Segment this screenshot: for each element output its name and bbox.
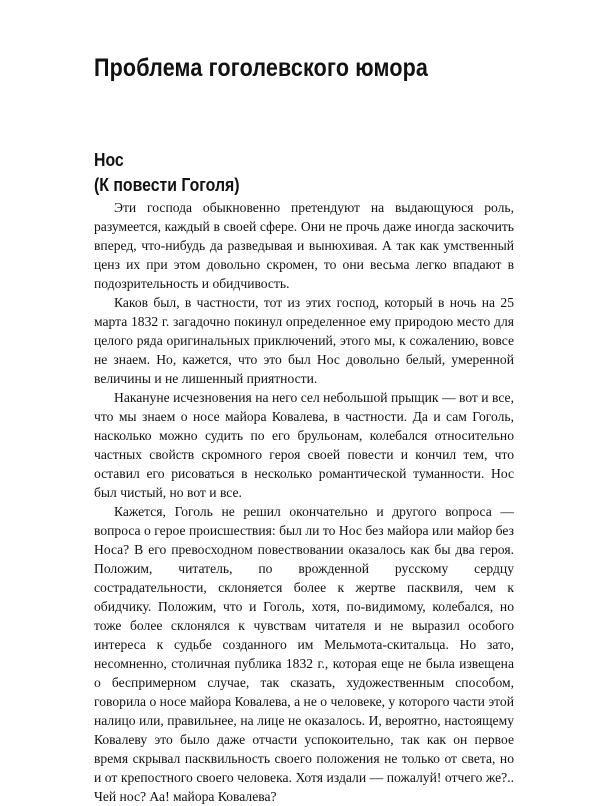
paragraph-2: Каков был, в частности, тот из этих господ, который в ночь на 25 марта 1832 г. загадочно покинул определенное ему природою место для целого ряда оригинальных приключений, этого мы, к сожалению, вовсе не знаем. Но, кажется, что это был Нос довольно белый, умеренной величины и не лишенный приятности. bbox=[94, 295, 514, 386]
book-page bbox=[94, 52, 514, 804]
section-title-main: Нос bbox=[94, 150, 124, 170]
section-title bbox=[94, 148, 240, 198]
paragraph-4: Кажется, Гоголь не решил окончательно и другого вопроса — вопроса о герое происшествия: был ли то Нос без майора или майор без Носа? В его превосходном повествовании оказалось как бы два героя. Положим, читатель, по врожденной русскому сердцу сострадательности, склоняется более к жертве пасквиля, чем к обидчику. Положим, что и Гоголь, хотя, по-видимому, колебался, но тоже более склонялся к чувствам читателя и не выразил особого интереса к судьбе созданного им Мельмота-скитальца. Но зато, несомненно, столичная публика 1832 г., которая еще не была извещена о беспримерном случае, так сказать, художественным способом, говорила о носе майора Ковалева, а не о человеке, у которого части этой налицо или, правильнее, на лице не оказалось. И, вероятно, настоящему Ковалеву это было даже отчасти успокоительно, так как он первое время скрывал пасквильность своего положения не только от света, но и от крепостного своего человека. Хотя издали — пожалуй! отчего же?.. Чей нос? Аа! майора Ковалева? bbox=[94, 504, 514, 804]
section-title-subtitle: (К повести Гоголя) bbox=[94, 175, 240, 195]
paragraph-3: Накануне исчезновения на него сел небольшой прыщик — вот и все, что мы знаем о носе майора Ковалева, в частности. Да и сам Гоголь, насколько можно судить по его брульонам, колебался относительно частных свойств скромного героя своей повести и кончил тем, что оставил его рисоваться в несколько романтической туманности. Нос был чистый, но вот и все. bbox=[94, 390, 514, 500]
chapter-title: Проблема гоголевского юмора bbox=[94, 54, 429, 82]
body-text bbox=[94, 198, 514, 806]
paragraph-1: Эти господа обыкновенно претендуют на выдающуюся роль, разумеется, каждый в своей сфере. Они не прочь даже иногда заскочить вперед, что-нибудь да разведывая и вынюхивая. А так как умственный ценз их при этом довольно скромен, то они весьма легко впадают в подозрительность и обидчивость. bbox=[94, 200, 514, 291]
